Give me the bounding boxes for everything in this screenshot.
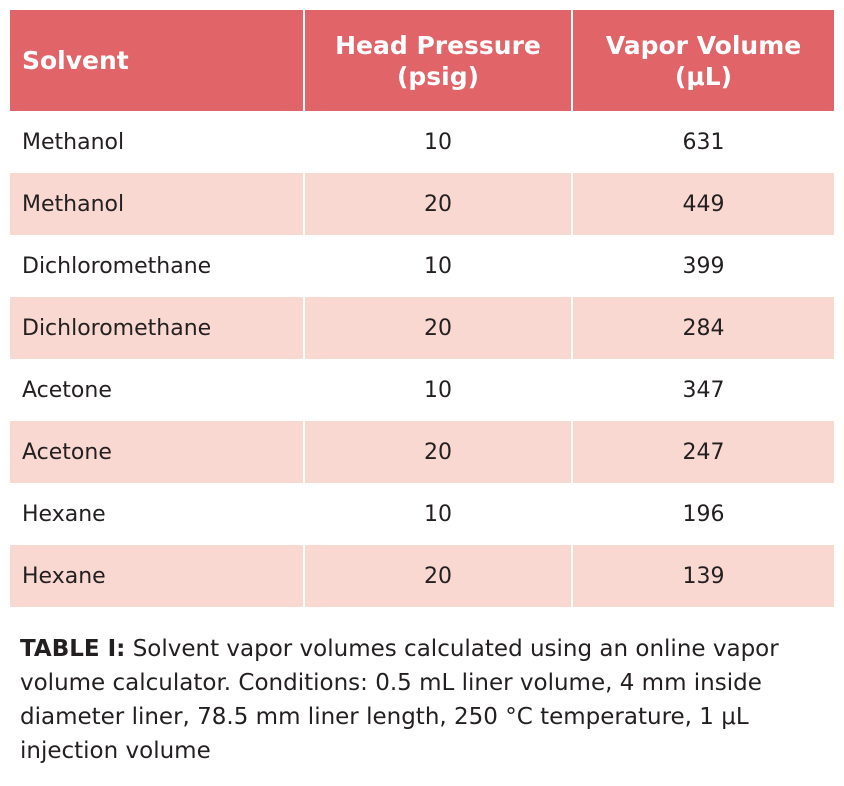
table-header (10, 10, 834, 111)
table-row (10, 235, 834, 297)
table-body (10, 111, 834, 607)
cell-vapor-volume: 449 (572, 173, 834, 235)
cell-head-pressure: 20 (304, 545, 572, 607)
cell-solvent: Hexane (10, 545, 304, 607)
cell-solvent: Hexane (10, 483, 304, 545)
cell-vapor-volume: 284 (572, 297, 834, 359)
cell-solvent: Acetone (10, 359, 304, 421)
cell-head-pressure: 10 (304, 483, 572, 545)
cell-head-pressure: 20 (304, 421, 572, 483)
table-row (10, 545, 834, 607)
data-table-container (10, 10, 834, 607)
header-row (10, 10, 834, 111)
cell-solvent: Methanol (10, 111, 304, 173)
cell-vapor-volume: 347 (572, 359, 834, 421)
header-head-pressure-unit: (psig) (396, 61, 480, 91)
header-head-pressure (304, 10, 572, 111)
cell-vapor-volume: 631 (572, 111, 834, 173)
header-vapor-volume (572, 10, 834, 111)
solvent-vapor-table (10, 10, 834, 607)
cell-vapor-volume: 196 (572, 483, 834, 545)
table-row (10, 421, 834, 483)
table-row (10, 173, 834, 235)
table-row (10, 297, 834, 359)
cell-head-pressure: 10 (304, 111, 572, 173)
cell-solvent: Acetone (10, 421, 304, 483)
table-row (10, 483, 834, 545)
table-caption (20, 632, 832, 768)
cell-vapor-volume: 399 (572, 235, 834, 297)
caption-text: Solvent vapor volumes calculated using an online vapor volume calculator. Conditions: 0.5 mL liner volume, 4 mm inside diameter liner, 78.5 mm liner length, 250 °C temperature, 1 μL injection volume (20, 636, 779, 764)
header-vapor-volume-title: Vapor Volume (605, 30, 802, 60)
cell-head-pressure: 10 (304, 359, 572, 421)
cell-solvent: Dichloromethane (10, 297, 304, 359)
header-head-pressure-title: Head Pressure (335, 30, 541, 60)
cell-vapor-volume: 247 (572, 421, 834, 483)
header-solvent (10, 10, 304, 111)
header-vapor-volume-unit: (μL) (674, 61, 733, 91)
header-solvent-label: Solvent (22, 46, 129, 75)
cell-solvent: Dichloromethane (10, 235, 304, 297)
cell-solvent: Methanol (10, 173, 304, 235)
cell-head-pressure: 20 (304, 173, 572, 235)
cell-head-pressure: 10 (304, 235, 572, 297)
caption-label: TABLE I: (20, 636, 126, 662)
table-row (10, 111, 834, 173)
table-row (10, 359, 834, 421)
cell-vapor-volume: 139 (572, 545, 834, 607)
cell-head-pressure: 20 (304, 297, 572, 359)
